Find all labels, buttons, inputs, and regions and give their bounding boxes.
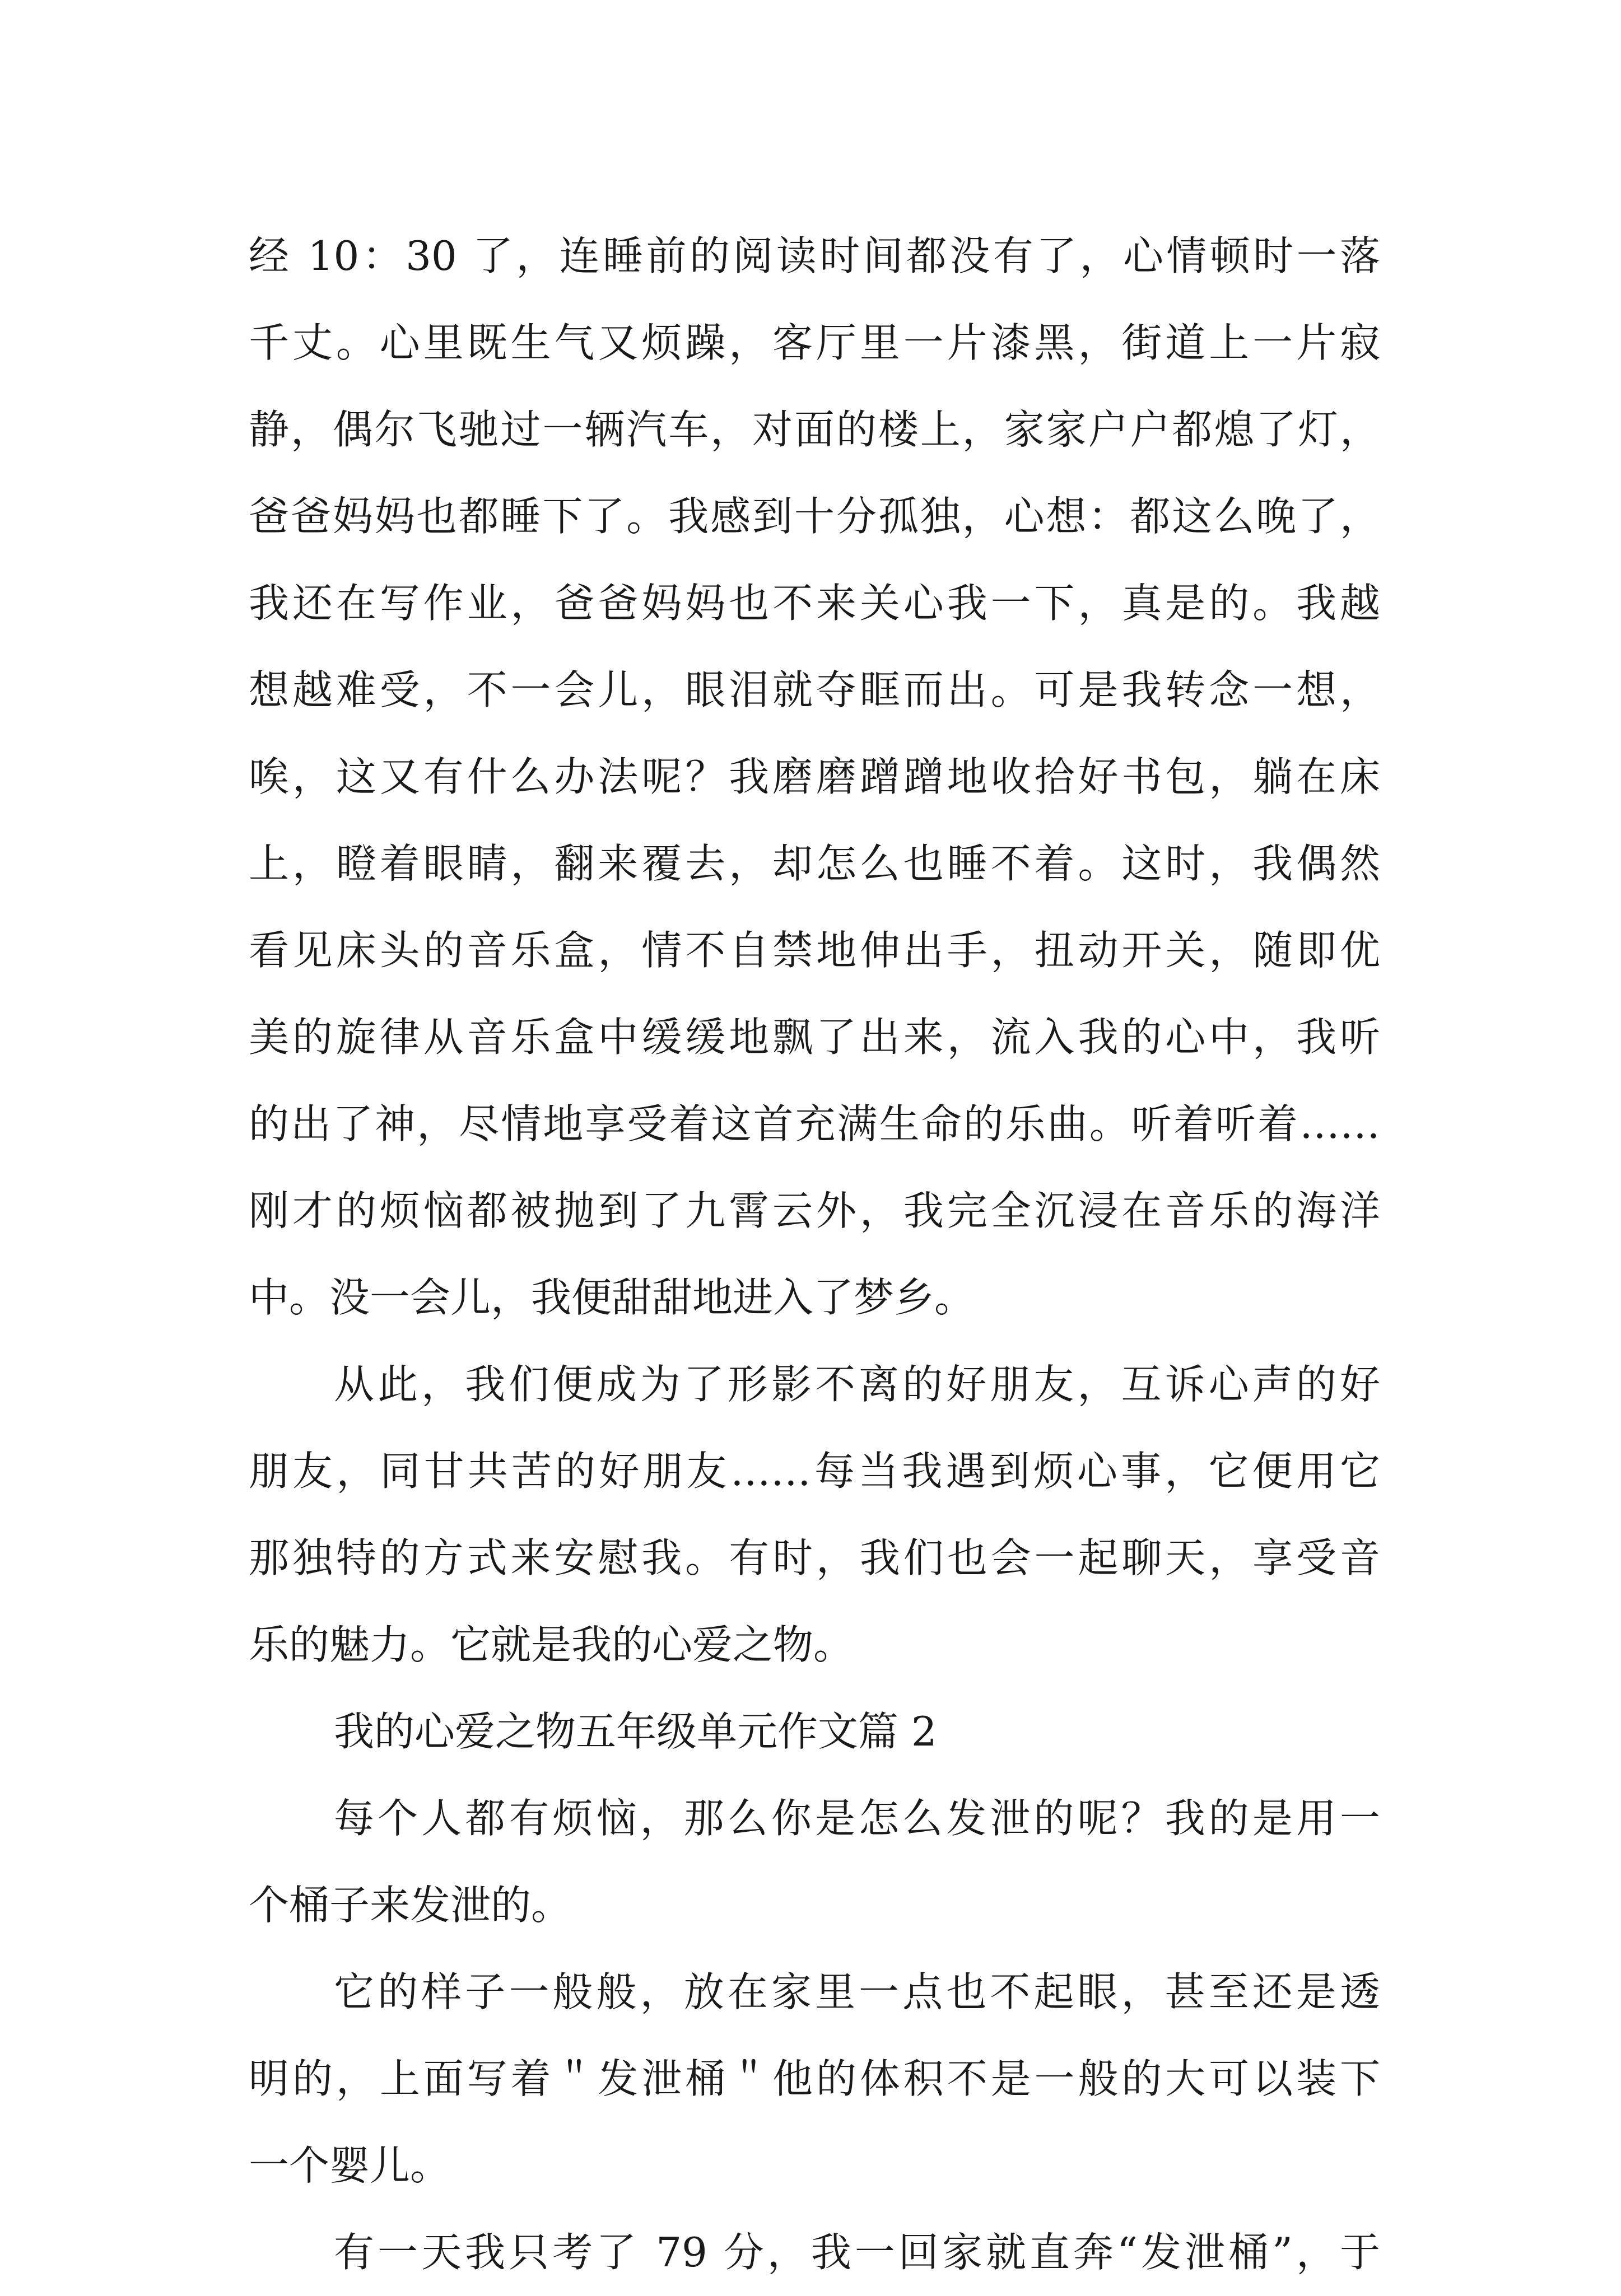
text-line: 从此，我们便成为了形影不离的好朋友，互诉心声的好 — [334, 1361, 1380, 1408]
text-line: 个桶子来发泄的。 — [249, 1882, 572, 1929]
text-line: 每个人都有烦恼，那么你是怎么发泄的呢？我的是用一 — [334, 1795, 1380, 1842]
text-line: 有一天我只考了 79 分，我一回家就直奔“发泄桶”，于 — [334, 2229, 1380, 2276]
essay-text-block — [249, 213, 1380, 2296]
text-line: 想越难受，不一会儿，眼泪就夺眶而出。可是我转念一想， — [249, 666, 1380, 713]
text-line: 朋友，同甘共苦的好朋友……每当我遇到烦心事，它便用它 — [249, 1448, 1380, 1495]
text-line: 中。没一会儿，我便甜甜地进入了梦乡。 — [249, 1274, 975, 1321]
text-line: 乐的魅力。它就是我的心爱之物。 — [249, 1621, 854, 1668]
text-line: 看见床头的音乐盒，情不自禁地伸出手，扭动开关，随即优 — [249, 927, 1380, 974]
text-line: 我的心爱之物五年级单元作文篇 2 — [334, 1708, 937, 1755]
text-line: 经 10：30 了，连睡前的阅读时间都没有了，心情顿时一落 — [249, 232, 1380, 279]
text-line: 静，偶尔飞驰过一辆汽车，对面的楼上，家家户户都熄了灯， — [249, 406, 1380, 453]
text-line: 我还在写作业，爸爸妈妈也不来关心我一下，真是的。我越 — [249, 580, 1380, 627]
text-line: 爸爸妈妈也都睡下了。我感到十分孤独，心想：都这么晚了， — [249, 493, 1380, 540]
text-line: 它的样子一般般，放在家里一点也不起眼，甚至还是透 — [334, 1968, 1380, 2015]
text-line: 上，瞪着眼睛，翻来覆去，却怎么也睡不着。这时，我偶然 — [249, 840, 1380, 887]
text-line: 唉，这又有什么办法呢？我磨磨蹭蹭地收拾好书包，躺在床 — [249, 753, 1380, 800]
text-line: 一个婴儿。 — [249, 2142, 451, 2189]
text-line: 那独特的方式来安慰我。有时，我们也会一起聊天，享受音 — [249, 1534, 1380, 1581]
text-line: 的出了神，尽情地享受着这首充满生命的乐曲。听着听着…… — [249, 1100, 1380, 1147]
text-line: 千丈。心里既生气又烦躁，客厅里一片漆黑，街道上一片寂 — [249, 319, 1380, 366]
text-line: 美的旋律从音乐盒中缓缓地飘了出来，流入我的心中，我听 — [249, 1014, 1380, 1061]
text-line: 明的，上面写着＂发泄桶＂他的体积不是一般的大可以装下 — [249, 2055, 1380, 2102]
text-line: 刚才的烦恼都被抛到了九霄云外，我完全沉浸在音乐的海洋 — [249, 1187, 1380, 1234]
